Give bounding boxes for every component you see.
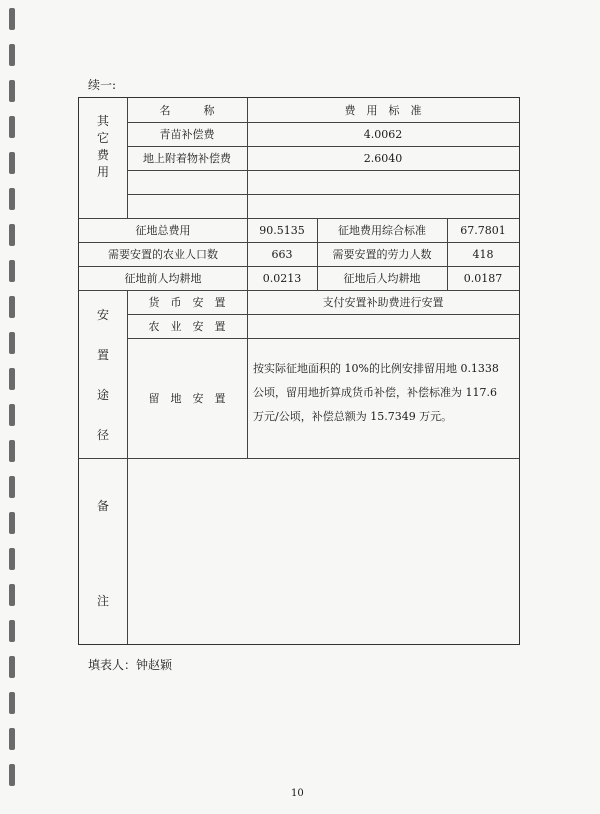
farmland-before-label: 征地前人均耕地 (124, 272, 202, 285)
farmland-after-value: 0.0187 (463, 271, 503, 285)
binding-holes (0, 0, 24, 814)
land-resettlement-description: 按实际征地面积的 10%的比例安排留用地 0.1338 公顷，留用地折算成货币补偿，补偿标准为 117.6 万元/公顷，补偿总额为 15.7349 万元。 (253, 362, 499, 423)
currency-resettlement-value: 支付安置补助费进行安置 (322, 296, 444, 309)
page-number: 10 (291, 788, 304, 799)
currency-resettlement-label: 货 币 安 置 (148, 296, 226, 309)
fee-row-name: 青苗补偿费 (159, 128, 215, 141)
header-name: 名 称 (159, 104, 215, 117)
labor-count-value: 418 (472, 247, 494, 261)
land-resettlement-label: 留 地 安 置 (148, 392, 226, 405)
agri-population-label: 需要安置的农业人口数 (108, 248, 218, 261)
form-filler: 填表人：钟赵颖 (88, 658, 173, 672)
continuation-label: 续一: (88, 78, 117, 92)
fee-row-value: 2.6040 (363, 151, 403, 165)
total-fee-value: 90.5135 (259, 223, 305, 237)
farmland-after-label: 征地后人均耕地 (343, 272, 421, 285)
composite-standard-value: 67.7801 (460, 223, 506, 237)
fee-row-name: 地上附着物补偿费 (143, 152, 231, 165)
remarks-label-bottom: 注 (96, 593, 109, 608)
agri-resettlement-label: 农 业 安 置 (148, 320, 226, 333)
other-fees-section-label: 其 它 费 用 (96, 114, 109, 179)
fee-row-value: 4.0062 (363, 127, 403, 141)
agri-population-value: 663 (271, 247, 293, 261)
composite-standard-label: 征地费用综合标准 (338, 224, 426, 237)
labor-count-label: 需要安置的劳力人数 (332, 248, 432, 261)
remarks-label-top: 备 (96, 498, 109, 513)
resettlement-section-label: 安 置 途 径 (96, 307, 109, 442)
farmland-before-value: 0.0213 (262, 271, 302, 285)
header-standard: 费 用 标 准 (344, 104, 422, 117)
total-fee-label: 征地总费用 (135, 224, 191, 237)
